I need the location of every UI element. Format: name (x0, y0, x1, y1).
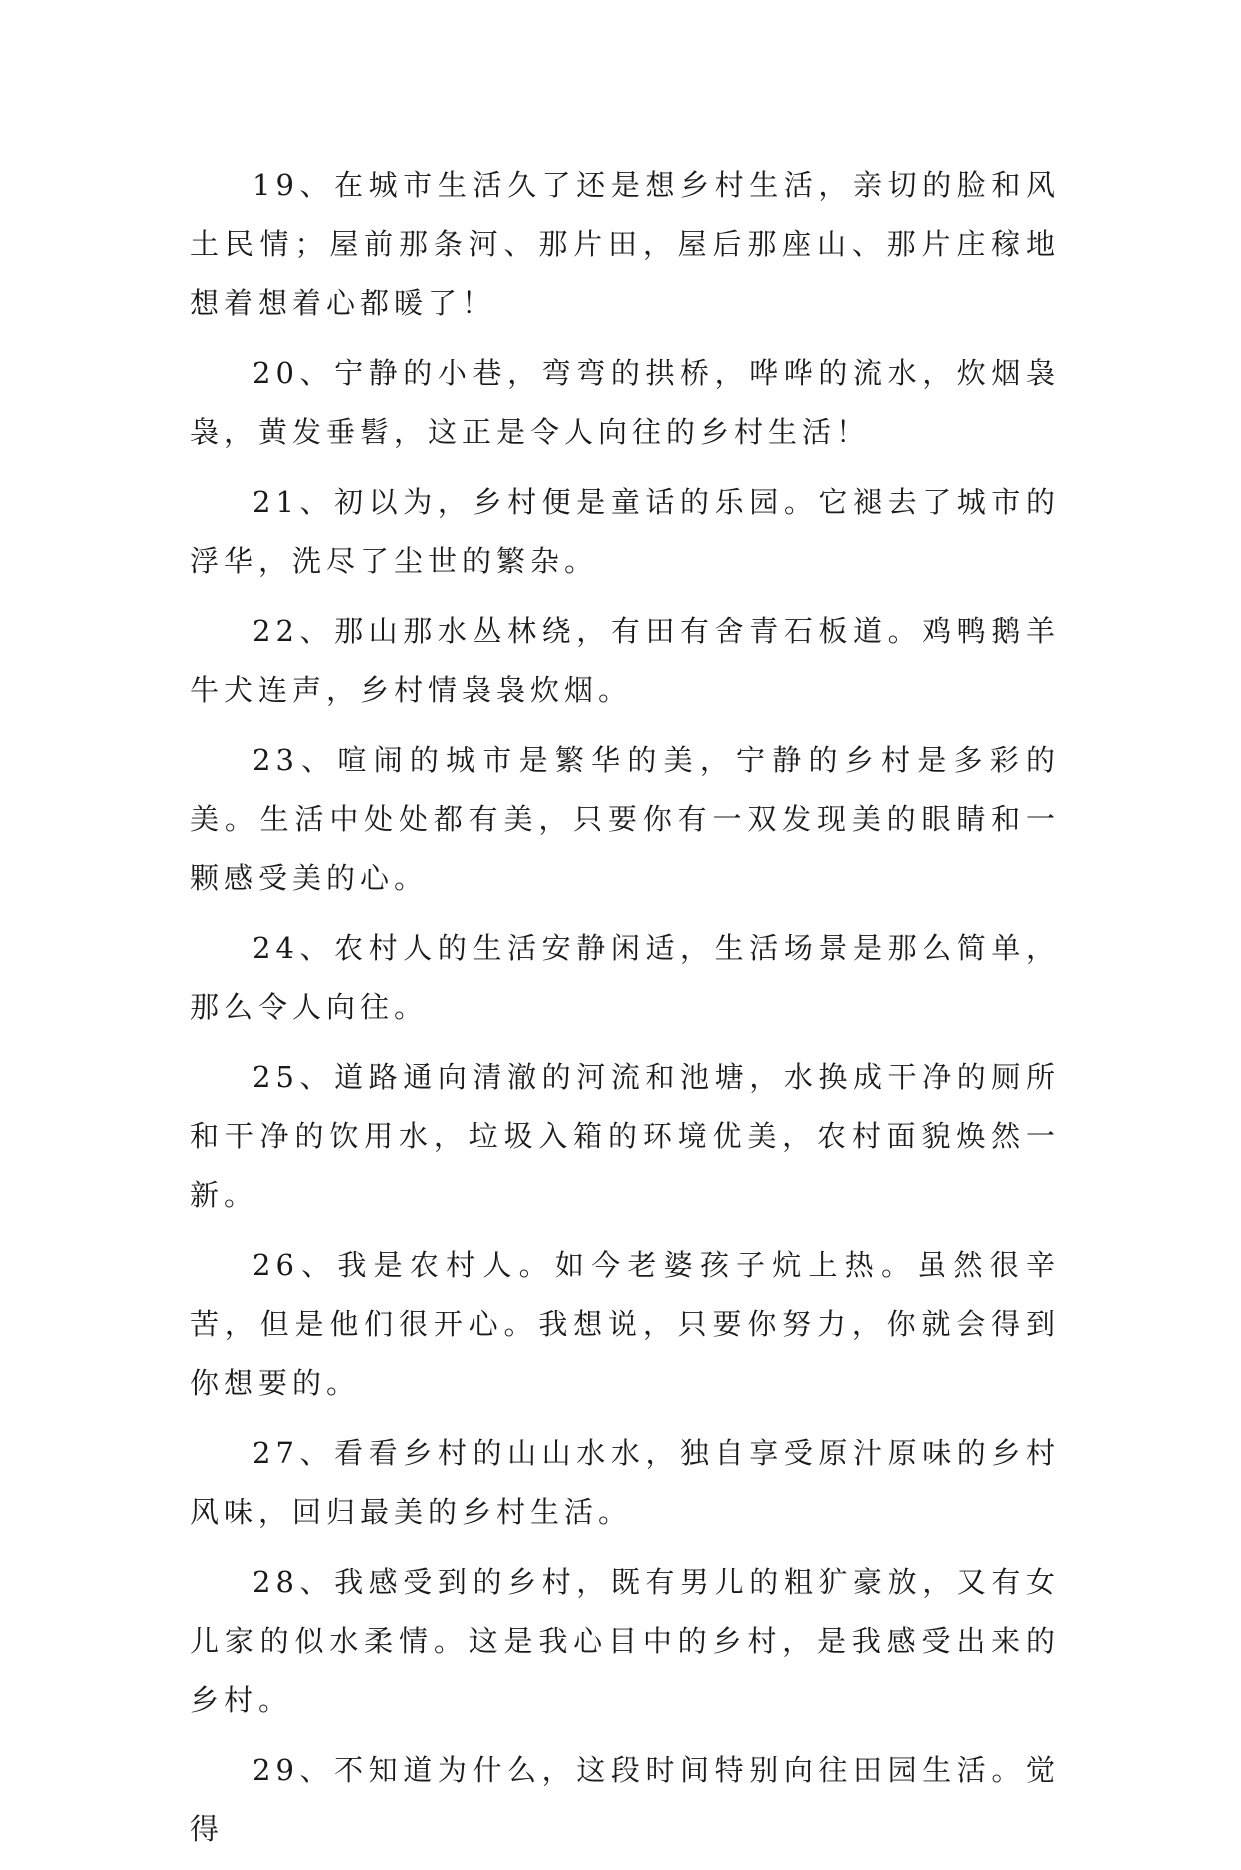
paragraph-24: 24、农村人的生活安静闲适，生活场景是那么简单，那么令人向往。 (190, 931, 1060, 1024)
paragraph-25: 25、道路通向清澈的河流和池塘，水换成干净的厕所和干净的饮用水，垃圾入箱的环境优美，农村面貌焕然一新。 (190, 1060, 1060, 1212)
paragraph-22: 22、那山那水丛林绕，有田有舍青石板道。鸡鸭鹅羊牛犬连声，乡村情袅袅炊烟。 (190, 614, 1060, 707)
paragraph-29: 29、不知道为什么，这段时间特别向往田园生活。觉得 (190, 1753, 1060, 1846)
paragraph-21: 21、初以为，乡村便是童话的乐园。它褪去了城市的浮华，洗尽了尘世的繁杂。 (190, 485, 1060, 578)
document-body (190, 156, 1060, 1870)
paragraph-20: 20、宁静的小巷，弯弯的拱桥，哗哗的流水，炊烟袅袅，黄发垂髫，这正是令人向往的乡村生活！ (190, 356, 1060, 449)
paragraph-28: 28、我感受到的乡村，既有男儿的粗犷豪放，又有女儿家的似水柔情。这是我心目中的乡村，是我感受出来的乡村。 (190, 1565, 1060, 1717)
paragraph-26: 26、我是农村人。如今老婆孩子炕上热。虽然很辛苦，但是他们很开心。我想说，只要你努力，你就会得到你想要的。 (190, 1248, 1060, 1400)
paragraph-19: 19、在城市生活久了还是想乡村生活，亲切的脸和风土民情；屋前那条河、那片田，屋后那座山、那片庄稼地想着想着心都暖了！ (190, 168, 1060, 320)
paragraph-27: 27、看看乡村的山山水水，独自享受原汁原味的乡村风味，回归最美的乡村生活。 (190, 1436, 1060, 1529)
paragraph-23: 23、喧闹的城市是繁华的美，宁静的乡村是多彩的美。生活中处处都有美，只要你有一双发现美的眼睛和一颗感受美的心。 (190, 743, 1060, 895)
